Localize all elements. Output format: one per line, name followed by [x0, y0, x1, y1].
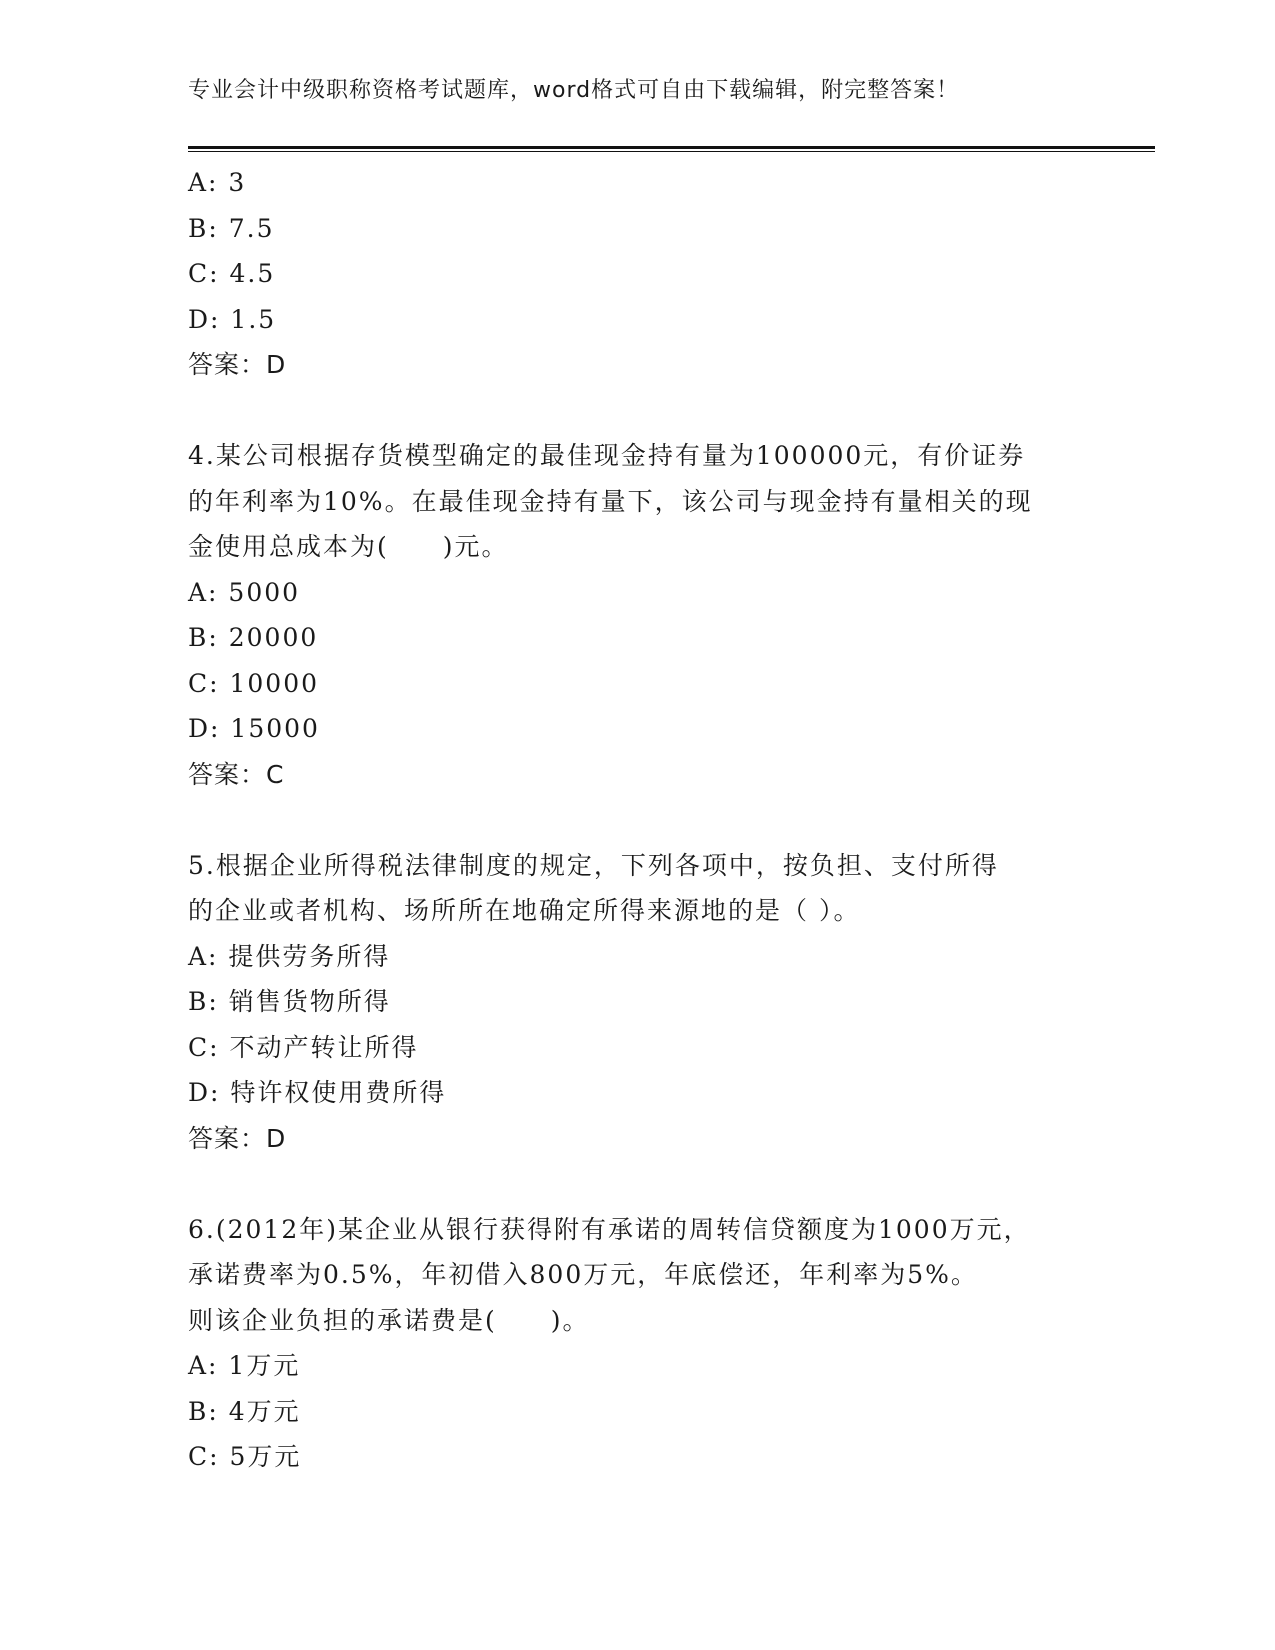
option-c: C: 不动产转让所得 [188, 1032, 419, 1062]
question-text-line: 的企业或者机构、场所所在地确定所得来源地的是（ ）。 [188, 896, 861, 925]
page-header: 专业会计中级职称资格考试题库，word格式可自由下载编辑，附完整答案！ [188, 78, 960, 103]
option-c: C: 5万元 [188, 1442, 302, 1471]
spacer [188, 388, 1088, 434]
question-text-line: 承诺费率为0.5%，年初借入800万元，年底偿还，年利率为5%。 [188, 1260, 978, 1289]
question-text-line: 金使用总成本为( )元。 [188, 532, 509, 561]
option-b: B: 销售货物所得 [188, 987, 391, 1016]
question-6 [188, 1207, 1088, 1480]
question-text-line: 4.某公司根据存货模型确定的最佳现金持有量为100000元，有价证券 [188, 441, 1026, 470]
spacer [188, 1161, 1088, 1207]
option-a: A: 5000 [188, 577, 301, 607]
option-d: D: 15000 [188, 714, 320, 743]
option-d: D: 1.5 [188, 304, 277, 334]
question-text-line: 6.(2012年)某企业从银行获得附有承诺的周转信贷额度为1000万元， [188, 1214, 1031, 1244]
spacer [188, 797, 1088, 843]
option-b: B: 20000 [188, 623, 319, 652]
option-b: B: 4万元 [188, 1396, 301, 1426]
header-rule-thick [188, 146, 1155, 149]
option-b: B: 7.5 [188, 213, 275, 243]
answer-line: 答案：D [188, 350, 287, 379]
answer-line: 答案：C [188, 759, 285, 789]
question-text-line: 的年利率为10%。在最佳现金持有量下，该公司与现金持有量相关的现 [188, 486, 1033, 516]
question-4 [188, 433, 1088, 797]
header-rule-thin [188, 151, 1155, 152]
document-content [188, 160, 1088, 1480]
question-text-line: 则该企业负担的承诺费是( )。 [188, 1305, 590, 1335]
option-a: A: 提供劳务所得 [188, 941, 391, 971]
option-c: C: 10000 [188, 668, 320, 698]
option-d: D: 特许权使用费所得 [188, 1078, 447, 1107]
question-5 [188, 843, 1088, 1162]
option-a: A: 3 [188, 168, 247, 197]
option-c: C: 4.5 [188, 259, 276, 288]
question-3-options [188, 160, 1088, 388]
option-a: A: 1万元 [188, 1351, 301, 1380]
question-text-line: 5.根据企业所得税法律制度的规定，下列各项中，按负担、支付所得 [188, 850, 999, 880]
answer-line: 答案：D [188, 1123, 287, 1153]
